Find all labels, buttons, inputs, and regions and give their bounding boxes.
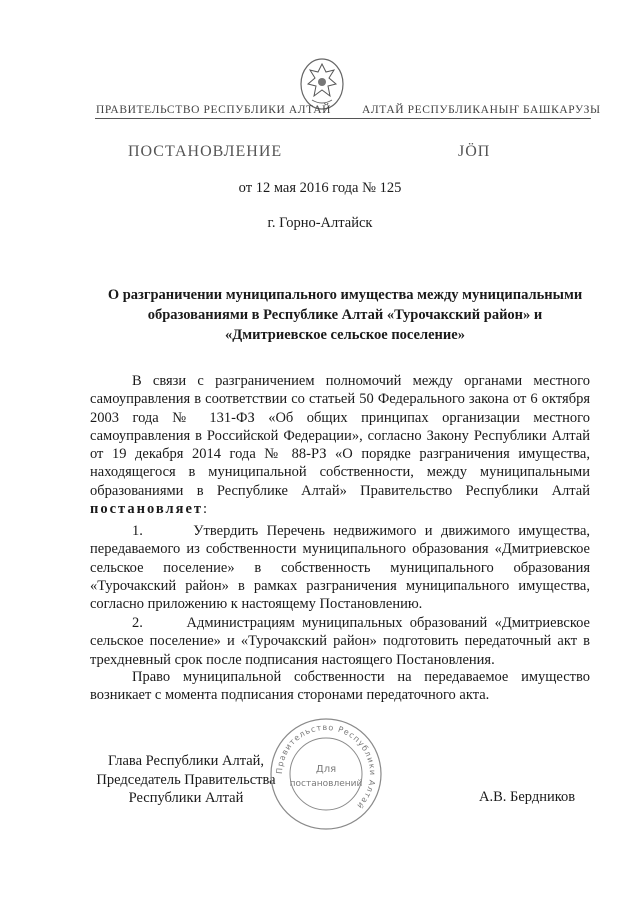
item-number: 1. bbox=[132, 523, 143, 539]
position-line: Председатель Правительства bbox=[96, 771, 276, 788]
position-line: Республики Алтай bbox=[128, 790, 244, 806]
official-stamp-icon bbox=[268, 716, 384, 832]
item-text: Утвердить Перечень недвижимого и движимого имущества, передаваемого из собственности муниципального образования «Дмитриевское сельское поселение» в собственность муниципального образования «Турочакский район» в рамках разграничения муниципального имущества, согласно приложению к настоящему Постановлению. bbox=[90, 523, 591, 613]
stamp-center-line1: Для bbox=[315, 764, 337, 775]
document-type-alt: JÖП bbox=[458, 143, 491, 160]
decree-keyword: постановляет bbox=[90, 501, 204, 518]
preamble-end: : bbox=[203, 501, 208, 518]
stamp-center-line2: постановлений bbox=[289, 779, 363, 789]
header-divider bbox=[95, 118, 591, 119]
preamble-text: В связи с разграничением полномочий между органами местного самоуправления в соответствии со статьей 50 Федерального закона от 6 октября 2003 года № 131-ФЗ «Об общих принципах организации местного самоуправления в Российской Федерации», согласно Закону Республики Алтай от 19 декабря 2014 года № 88-РЗ «О порядке разграничения имущества, находящегося в муниципальной собственности, между муниципальными образованиями в Республике Алтай» Правительство Республики Алтай bbox=[90, 373, 590, 499]
signatory-position bbox=[96, 752, 276, 808]
item-text: Администрациям муниципальных образований «Дмитриевское сельское поселение» и «Турочакский район» подготовить передаточный акт в трехдневный срок после подписания настоящего Постановления. bbox=[90, 615, 590, 668]
signatory-name: А.В. Бердников bbox=[479, 789, 576, 805]
position-line: Глава Республики Алтай, bbox=[107, 753, 265, 769]
document-date-number: от 12 мая 2016 года № 125 bbox=[238, 180, 402, 196]
header-government-name-ru: ПРАВИТЕЛЬСТВО РЕСПУБЛИКИ АЛТАЙ bbox=[96, 104, 332, 116]
document-title bbox=[90, 285, 600, 345]
decree-item-2 bbox=[90, 614, 590, 669]
preamble-paragraph bbox=[90, 372, 590, 518]
title-line: О разграничении муниципального имущества между муниципальными bbox=[107, 287, 583, 303]
stamp-ring-text: Правительство Республики Алтай bbox=[274, 722, 378, 811]
coat-of-arms-emblem-icon bbox=[298, 52, 346, 112]
title-line: «Дмитриевское сельское поселение» bbox=[225, 327, 465, 343]
document-city: г. Горно-Алтайск bbox=[267, 215, 373, 231]
title-line: образованиями в Республике Алтай «Турочакский район» и bbox=[147, 307, 543, 323]
header-government-name-alt: АЛТАЙ РЕСПУБЛИКАНЫҤ БАШКАРУЗЫ bbox=[362, 104, 601, 116]
item-number: 2. bbox=[132, 615, 143, 631]
document-type-ru: ПОСТАНОВЛЕНИЕ bbox=[128, 143, 283, 160]
closing-paragraph: Право муниципальной собственности на передаваемое имущество возникает с момента подписания сторонами передаточного акта. bbox=[90, 669, 590, 704]
decree-item-1 bbox=[90, 522, 590, 613]
